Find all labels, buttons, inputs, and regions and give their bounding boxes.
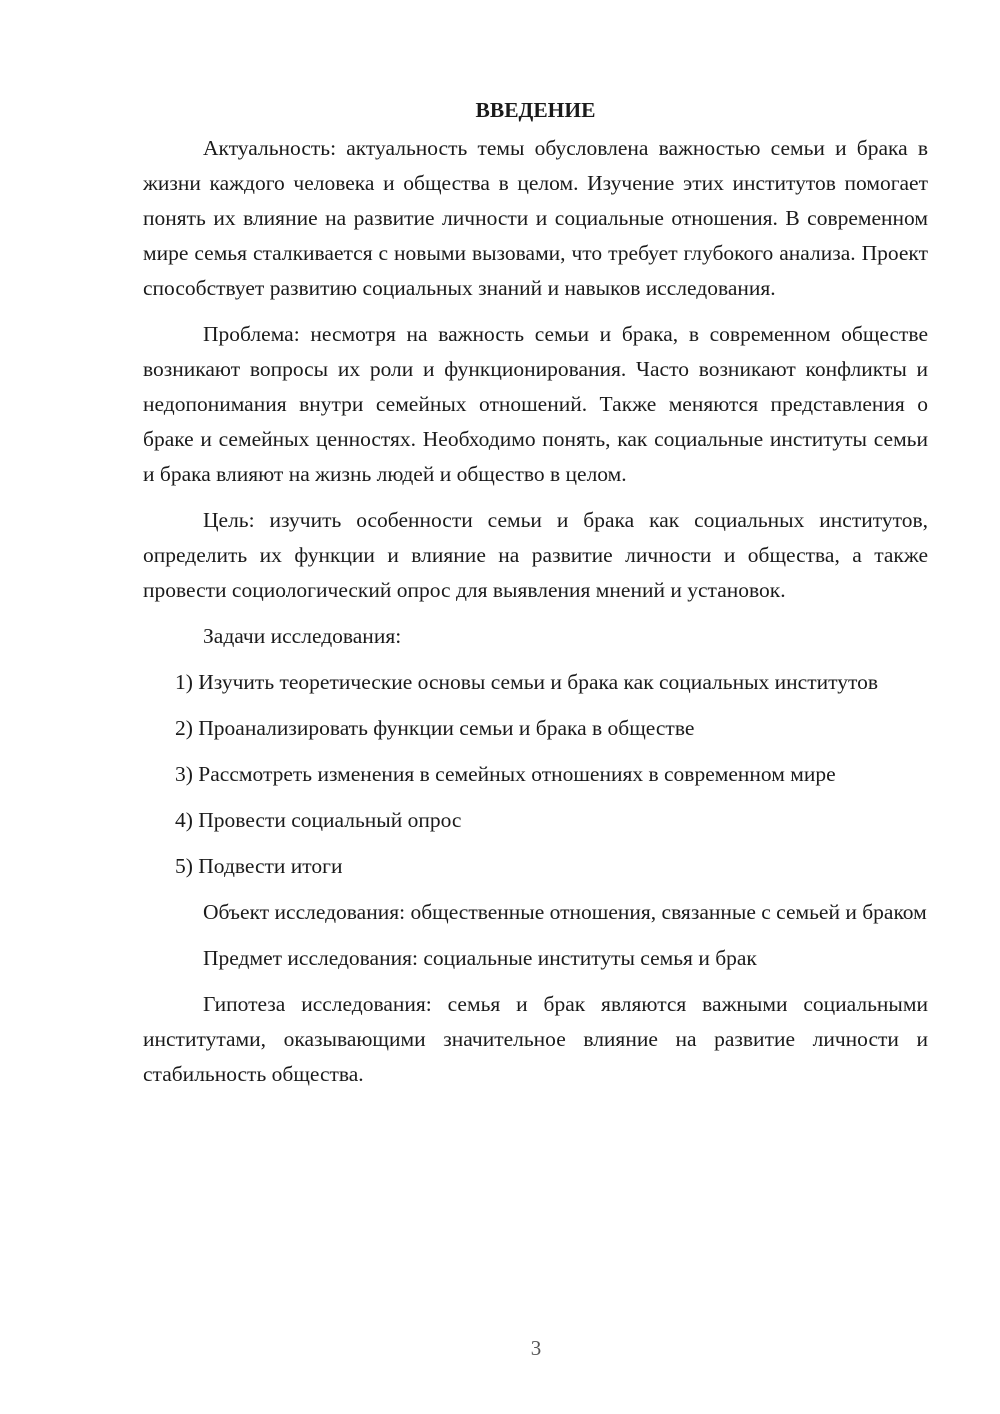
- task-item: 5) Подвести итоги: [175, 854, 343, 878]
- section-heading: ВВЕДЕНИЕ: [475, 98, 596, 122]
- task-item: 1) Изучить теоретические основы семьи и брака как социальных институтов: [175, 670, 878, 694]
- page-content: [143, 93, 928, 1092]
- object-paragraph: Объект исследования: общественные отношения, связанные с семьей и браком: [203, 900, 927, 924]
- relevance-paragraph: Актуальность: актуальность темы обусловлена важностью семьи и брака в жизни каждого человека и общества в целом. Изучение этих институтов помогает понять их влияние на развитие личности и социальные отношения. В современном мире семья сталкивается с новыми вызовами, что требует глубокого анализа. Проект способствует развитию социальных знаний и навыков исследования.: [143, 136, 928, 300]
- task-item: 2) Проанализировать функции семьи и брака в обществе: [175, 716, 695, 740]
- goal-paragraph: Цель: изучить особенности семьи и брака как социальных институтов, определить их функции и влияние на развитие личности и общества, а также провести социологический опрос для выявления мнений и установок.: [143, 508, 928, 602]
- hypothesis-paragraph: Гипотеза исследования: семья и брак являются важными социальными институтами, оказывающими значительное влияние на развитие личности и стабильность общества.: [143, 992, 928, 1086]
- problem-paragraph: Проблема: несмотря на важность семьи и брака, в современном обществе возникают вопросы их роли и функционирования. Часто возникают конфликты и недопонимания внутри семейных отношений. Также меняются представления о браке и семейных ценностях. Необходимо понять, как социальные институты семьи и брака влияют на жизнь людей и общество в целом.: [143, 322, 928, 486]
- tasks-heading: Задачи исследования:: [203, 624, 402, 648]
- task-item: 4) Провести социальный опрос: [175, 808, 462, 832]
- subject-paragraph: Предмет исследования: социальные институты семья и брак: [203, 946, 757, 970]
- task-item: 3) Рассмотреть изменения в семейных отношениях в современном мире: [175, 762, 836, 786]
- page-number: 3: [530, 1336, 542, 1360]
